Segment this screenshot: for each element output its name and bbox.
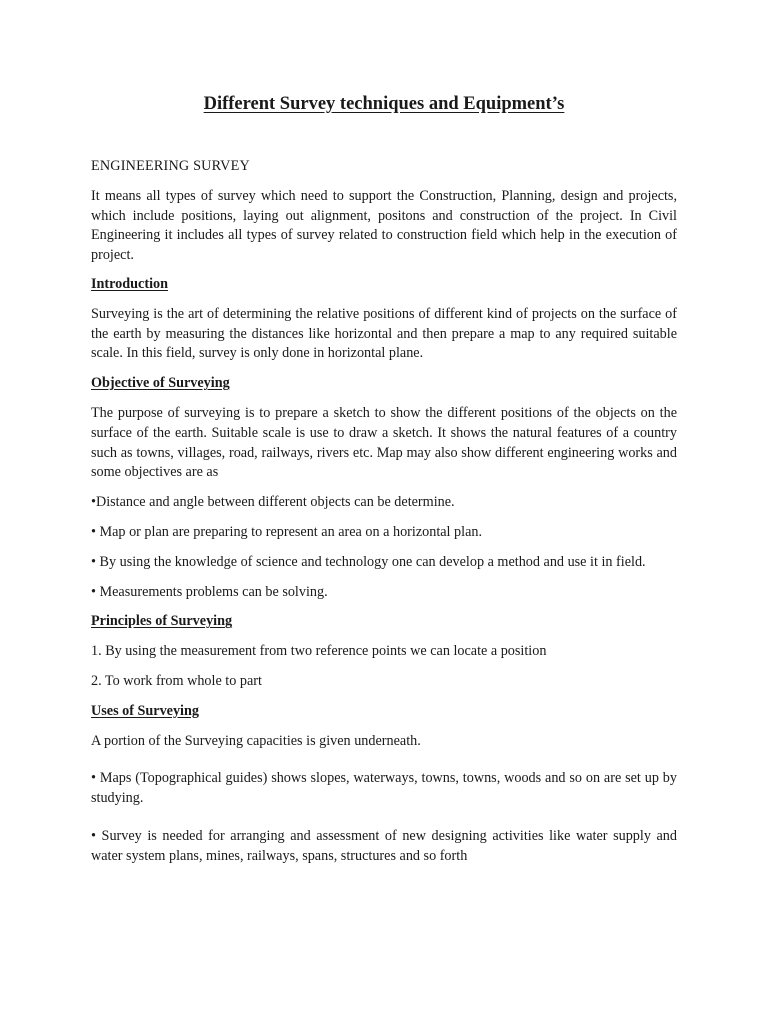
section-principles	[91, 612, 677, 691]
document-title: Different Survey techniques and Equipment’s	[203, 94, 565, 114]
list-item: • Map or plan are preparing to represent an area on a horizontal plan.	[91, 523, 483, 540]
list-item: 1. By using the measurement from two reference points we can locate a position	[91, 643, 547, 660]
heading-objective: Objective of Surveying	[91, 375, 230, 392]
document-body	[91, 157, 677, 867]
list-item: 2. To work from whole to part	[91, 672, 262, 689]
paragraph-introduction: Surveying is the art of determining the relative positions of different kind of projects on the surface of the earth by measuring the distances like horizontal and then prepare a map to any required suitable scale. In this field, survey is only done in horizontal plane.	[91, 305, 677, 362]
heading-introduction: Introduction	[91, 275, 168, 292]
list-item: • Measurements problems can be solving.	[91, 583, 328, 600]
list-item: • Maps (Topographical guides) shows slopes, waterways, towns, towns, woods and so on are set up by studying.	[91, 770, 677, 807]
section-uses	[91, 702, 677, 867]
section-objective	[91, 374, 677, 602]
heading-uses: Uses of Surveying	[91, 702, 199, 719]
section-engineering-survey	[91, 157, 677, 266]
heading-engineering-survey: ENGINEERING SURVEY	[91, 158, 250, 174]
list-item: •Distance and angle between different objects can be determine.	[91, 494, 455, 511]
paragraph-objective: The purpose of surveying is to prepare a sketch to show the different positions of the objects on the surface of the earth. Suitable scale is use to draw a sketch. It shows the natural features of a country such as towns, villages, road, railways, rivers etc. Map may also show different engineering works and some objectives are as	[91, 404, 677, 481]
paragraph-uses-intro: A portion of the Surveying capacities is given underneath.	[91, 732, 421, 749]
heading-principles: Principles of Surveying	[91, 613, 233, 630]
paragraph-engineering-survey: It means all types of survey which need to support the Construction, Planning, design and projects, which include positions, laying out alignment, positons and construction of the project. In Civil Engineering it includes all types of survey related to construction field which help in the execution of project.	[91, 187, 677, 264]
section-introduction	[91, 275, 677, 364]
list-item: • Survey is needed for arranging and assessment of new designing activities like water supply and water system plans, mines, railways, spans, structures and so forth	[91, 827, 677, 864]
list-item: • By using the knowledge of science and technology one can develop a method and use it in field.	[91, 553, 646, 570]
